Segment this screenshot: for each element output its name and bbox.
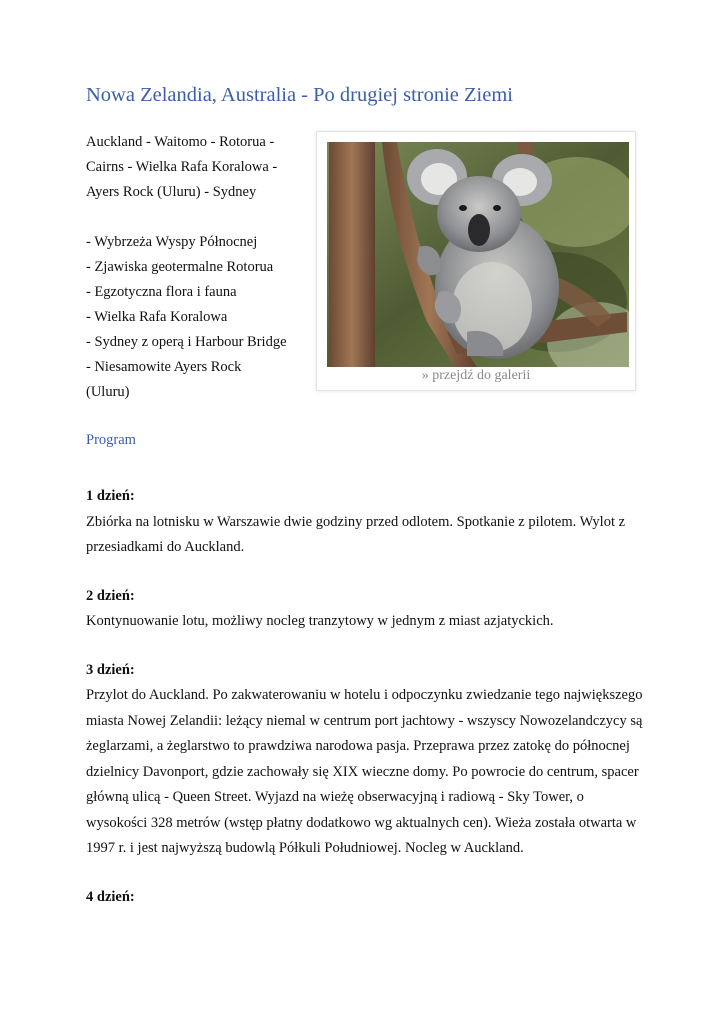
day-entry — [86, 484, 646, 561]
day-entry — [86, 584, 646, 635]
highlight-item: (Uluru) — [86, 384, 130, 400]
day-description: Przylot do Auckland. Po zakwaterowaniu w hotelu i odpoczynku zwiedzanie tego największego miasta Nowej Zelandii: leżący niemal w centrum port jachtowy - wszyscy Nowozelandczycy są żeglarzami, a żeglarstwo to prawdziwa narodowa pasja. Przeprawa przez zatokę do północnej dzielnicy Davonport, gdzie zachowały się XIX wieczne domy. Po powrocie do centrum, spacer główną ulicą - Queen Street. Wyjazd na wieżę obserwacyjną i radiową - Sky Tower, o wysokości 328 metrów (wstęp płatny dodatkowo wg aktualnych cen). Wieża została otwarta w 1997 r. i jest najwyższą budowlą Półkuli Południowej. Nocleg w Auckland. — [86, 687, 643, 856]
day-heading: 4 dzień: — [86, 888, 135, 905]
route-line: Ayers Rock (Uluru) - Sydney — [86, 184, 257, 200]
highlight-item: - Wielka Rafa Koralowa — [86, 309, 228, 325]
day-entry — [86, 658, 646, 862]
highlight-item: - Egzotyczna flora i fauna — [86, 284, 237, 300]
program-days — [86, 484, 646, 933]
program-heading: Program — [86, 432, 136, 448]
highlight-item: - Niesamowite Ayers Rock — [86, 359, 242, 375]
day-heading: 1 dzień: — [86, 488, 135, 504]
day-heading: 2 dzień: — [86, 587, 135, 604]
intro-block — [86, 130, 311, 405]
day-description: Zbiórka na lotnisku w Warszawie dwie godziny przed odlotem. Spotkanie z pilotem. Wylot z przesiadkami do Auckland. — [86, 513, 626, 555]
spacer — [86, 205, 311, 230]
highlight-item: - Zjawiska geotermalne Rotorua — [86, 259, 274, 275]
koala-photo[interactable] — [327, 142, 629, 367]
day-heading: 3 dzień: — [86, 661, 135, 678]
highlight-item: - Wybrzeża Wyspy Północnej — [86, 234, 258, 250]
route-line: Cairns - Wielka Rafa Koralowa - — [86, 159, 278, 175]
gallery-box — [316, 131, 636, 391]
page-title: Nowa Zelandia, Australia - Po drugiej stronie Ziemi — [86, 84, 513, 106]
day-description: Kontynuowanie lotu, możliwy nocleg tranzytowy w jednym z miast azjatyckich. — [86, 613, 554, 629]
highlight-item: - Sydney z operą i Harbour Bridge — [86, 334, 287, 350]
gallery-link[interactable]: » przejdź do galerii — [421, 368, 531, 383]
day-entry — [86, 885, 646, 911]
route-line: Auckland - Waitomo - Rotorua - — [86, 134, 275, 150]
